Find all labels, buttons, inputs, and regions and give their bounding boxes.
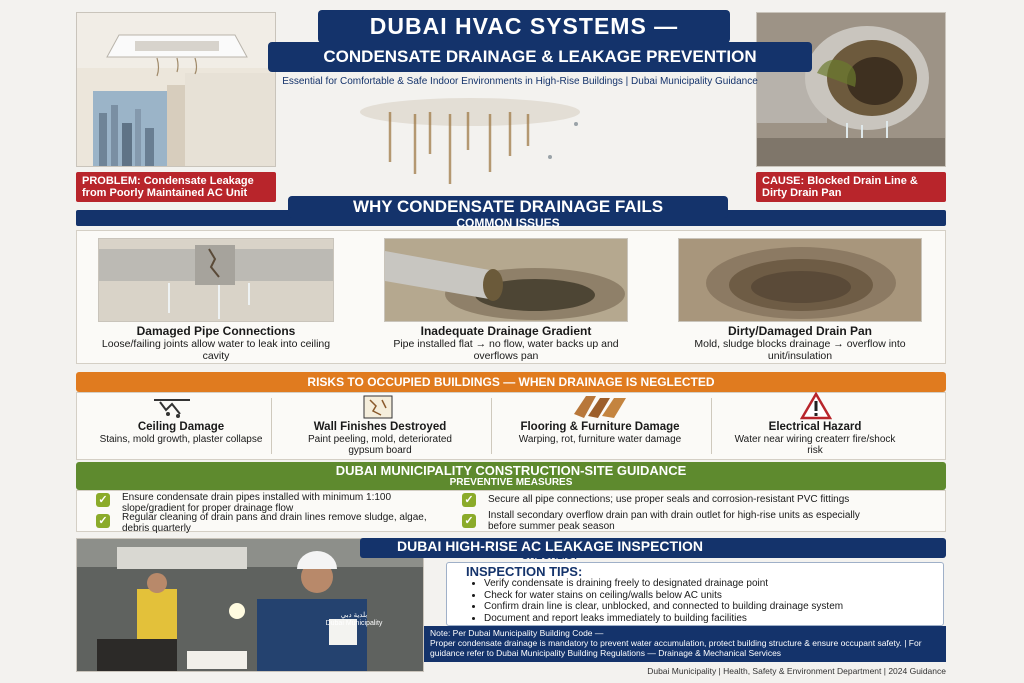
ceiling-collapse-icon xyxy=(152,394,192,420)
tips-list xyxy=(470,578,940,624)
issue-photo-gradient xyxy=(384,238,628,322)
guidance-item: Regular cleaning of drain pans and drain lines remove sludge, algae, debris quarterly xyxy=(122,512,427,534)
guidance-item: Ensure condensate drain pipes installed with minimum 1:100 slope/gradient for proper drainage flow xyxy=(122,492,392,514)
guidance-item: Install secondary overflow drain pan with drain outlet for high-rise units as especially before summer peak season xyxy=(488,510,860,532)
cause-label: CAUSE: Blocked Drain Line & Dirty Drain Pan xyxy=(756,172,946,202)
room-ac-unit-icon xyxy=(77,13,276,167)
damaged-wall-icon xyxy=(360,394,396,420)
guidance-title: DUBAI MUNICIPALITY CONSTRUCTION-SITE GUIDANCE xyxy=(335,463,687,478)
issue-photo-pan xyxy=(678,238,922,322)
issue-title: Damaged Pipe Connections xyxy=(136,324,296,338)
footer: Dubai Municipality | Health, Safety & Environment Department | 2024 Guidance xyxy=(647,666,946,676)
dirty-drain-pan-icon xyxy=(679,239,922,322)
check-icon: ✓ xyxy=(96,514,110,528)
risk-title: Wall Finishes Destroyed xyxy=(313,421,447,433)
risk-desc: Warping, rot, furniture water damage xyxy=(518,434,682,445)
risk-divider xyxy=(271,398,272,454)
note-box xyxy=(424,626,946,662)
tip-item: • Confirm drain line is clear, unblocked, and connected to building drainage system xyxy=(484,601,940,613)
inspection-subtitle: CHECKLIST xyxy=(521,551,579,562)
wood-planks-icon xyxy=(572,394,628,420)
issue-card-pipe xyxy=(98,325,334,362)
inspection-title: DUBAI HIGH-RISE AC LEAKAGE INSPECTION xyxy=(397,538,703,554)
risk-title: Electrical Hazard xyxy=(768,421,862,433)
dm-badge xyxy=(322,612,386,628)
issue-title: Dirty/Damaged Drain Pan xyxy=(727,324,873,338)
risk-desc: Stains, mold growth, plaster collapse xyxy=(99,434,263,445)
risk-ceiling xyxy=(96,422,266,445)
water-stain-icon xyxy=(350,92,590,192)
tip-item: • Check for water stains on ceiling/walls below AC units xyxy=(484,590,940,602)
risk-title: Ceiling Damage xyxy=(137,421,225,433)
issue-desc: Loose/failing joints allow water to leak into ceiling cavity xyxy=(101,338,331,362)
check-icon: ✓ xyxy=(96,493,110,507)
check-icon: ✓ xyxy=(462,514,476,528)
dm-badge-english: Dubai Municipality xyxy=(325,620,383,627)
risk-title: Flooring & Furniture Damage xyxy=(520,421,680,433)
note-line1: Note: Per Dubai Municipality Building Code — xyxy=(430,628,604,638)
page-title-line1: DUBAI HVAC SYSTEMS — xyxy=(318,10,730,43)
issue-card-pan xyxy=(678,325,922,362)
risk-wall xyxy=(290,422,470,456)
risk-divider xyxy=(711,398,712,454)
tip-item: • Verify condensate is draining freely to designated drainage point xyxy=(484,578,940,590)
risks-section-title: RISKS TO OCCUPIED BUILDINGS — WHEN DRAINAGE IS NEGLECTED xyxy=(76,372,946,392)
flat-pipe-icon xyxy=(385,239,628,322)
guidance-item: Secure all pipe connections; use proper seals and corrosion-resistant PVC fittings xyxy=(488,494,850,505)
tips-title: INSPECTION TIPS: xyxy=(466,564,583,579)
issue-card-gradient xyxy=(384,325,628,362)
page-subtitle: Essential for Comfortable & Safe Indoor Environments in High-Rise Buildings | Dubai Municipality Guidance xyxy=(282,76,758,87)
risk-electrical xyxy=(730,422,900,456)
guidance-subtitle: PREVENTIVE MEASURES xyxy=(449,477,573,488)
issue-title: Inadequate Drainage Gradient xyxy=(420,324,592,338)
check-icon: ✓ xyxy=(462,493,476,507)
issue-desc: Mold, sludge blocks drainage → overflow into unit/insulation xyxy=(694,338,906,362)
why-section-title: WHY CONDENSATE DRAINAGE FAILS xyxy=(288,196,728,218)
issue-photo-pipe xyxy=(98,238,334,322)
cracked-pipe-icon xyxy=(99,239,334,322)
risk-desc: Paint peeling, mold, deteriorated gypsum board xyxy=(308,434,452,456)
dm-badge-arabic: بلدية دبي xyxy=(340,612,368,619)
tip-item: • Document and report leaks immediately to building facilities xyxy=(484,613,940,625)
warning-triangle-icon xyxy=(800,392,832,420)
problem-label: PROBLEM: Condensate Leakage from Poorly Maintained AC Unit xyxy=(76,172,276,202)
issue-desc: Pipe installed flat → no flow, water backs up and overflows pan xyxy=(393,338,619,362)
risk-flooring xyxy=(500,422,700,445)
risk-divider xyxy=(491,398,492,454)
problem-photo xyxy=(76,12,276,167)
risk-desc: Water near wiring createrr fire/shock risk xyxy=(734,434,896,456)
cause-photo xyxy=(756,12,946,167)
note-line2: Proper condensate drainage is mandatory to prevent water accumulation, protect building structure & ensure occupant safety. | For guidance refer to Dubai Municipality Building Regulations — Drainage & Mechanical Services xyxy=(430,638,922,658)
why-section-subtitle: COMMON ISSUES xyxy=(456,216,560,230)
page-title-line2: CONDENSATE DRAINAGE & LEAKAGE PREVENTION xyxy=(268,42,812,72)
blocked-pipe-icon xyxy=(757,13,946,167)
